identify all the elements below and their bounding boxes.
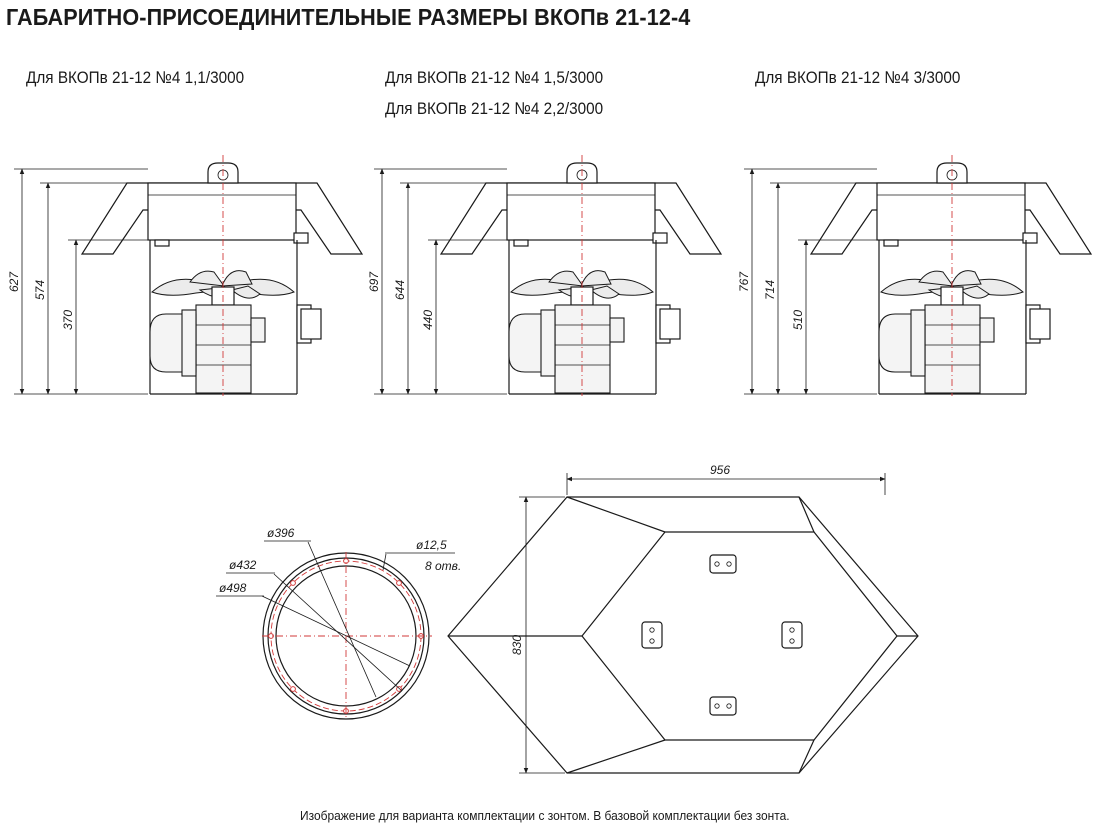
variant-2-label-a: Для ВКОПв 21-12 №4 1,5/3000 xyxy=(385,68,604,87)
flange-hole: ø12,5 xyxy=(416,538,447,552)
dim-total-2: 697 xyxy=(367,271,381,292)
flange-view xyxy=(216,526,461,720)
hood-height-dim: 830 xyxy=(510,634,524,655)
variant-3-label: Для ВКОПв 21-12 №4 3/3000 xyxy=(755,68,961,87)
dim-low-1: 370 xyxy=(61,309,75,330)
dim-mid-2: 644 xyxy=(393,279,407,300)
fan-side-view-1 xyxy=(7,155,362,396)
dim-low-3: 510 xyxy=(791,309,805,330)
hood-width-dim: 956 xyxy=(710,463,731,477)
page-title: ГАБАРИТНО-ПРИСОЕДИНИТЕЛЬНЫЕ РАЗМЕРЫ ВКОПв 21-12-4 xyxy=(6,4,691,30)
fan-side-view-2 xyxy=(367,155,721,396)
dim-mid-1: 574 xyxy=(33,279,47,300)
dim-total-3: 767 xyxy=(737,271,751,292)
dim-low-2: 440 xyxy=(421,309,435,330)
dim-mid-3: 714 xyxy=(763,279,777,300)
fan-side-view-3 xyxy=(737,155,1091,396)
footnote: Изображение для варианта комплектации с зонтом. В базовой комплектации без зонта. xyxy=(300,808,790,823)
variant-1-label: Для ВКОПв 21-12 №4 1,1/3000 xyxy=(26,68,245,87)
flange-d-bolt: ø432 xyxy=(229,558,257,572)
flange-d-inner: ø396 xyxy=(267,526,295,540)
variant-2-label-b: Для ВКОПв 21-12 №4 2,2/3000 xyxy=(385,99,604,118)
flange-d-outer: ø498 xyxy=(219,581,247,595)
flange-hole-count: 8 отв. xyxy=(425,559,462,573)
hood-top-view xyxy=(448,463,918,773)
dim-total-1: 627 xyxy=(7,271,21,292)
